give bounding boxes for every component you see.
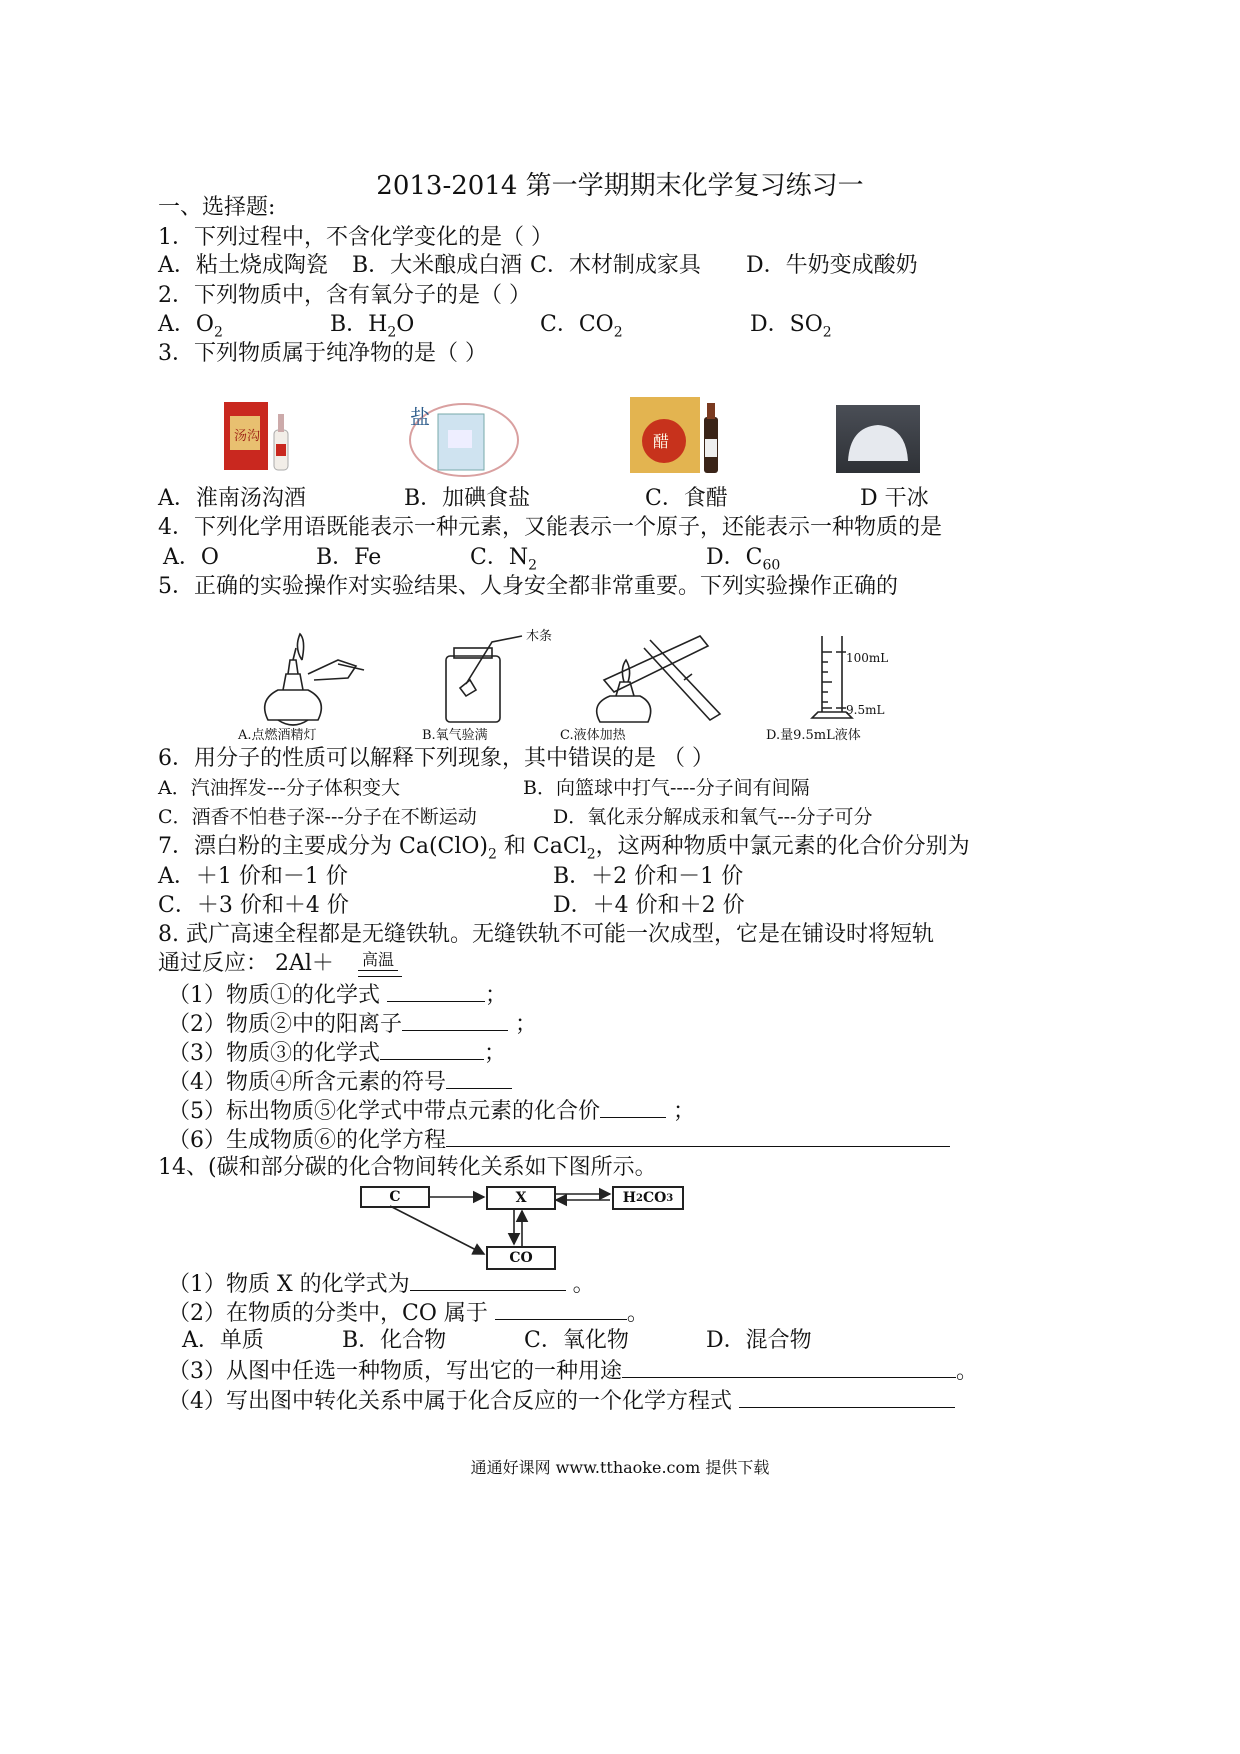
q3-option-a: A．淮南汤沟酒 <box>158 486 306 511</box>
q1-option-b: B．大米酿成白酒 <box>352 253 523 278</box>
q5-100ml-label: 100mL <box>846 651 889 665</box>
q14-sub-4: （4）写出图中转化关系中属于化合反应的一个化学方程式 <box>168 1385 955 1417</box>
reaction-arrow-line <box>358 976 402 977</box>
q8-sub-4: （4）物质④所含元素的符号 <box>168 1066 512 1098</box>
q8-sub-2: （2）物质②中的阳离子 ； <box>168 1008 537 1040</box>
page-footer: 通通好课网 www.tthaoke.com 提供下载 <box>470 1458 770 1477</box>
q5-caption-b: B.氧气验满 <box>422 728 488 743</box>
question-4-stem: 4．下列化学用语既能表示一种元素，又能表示一个原子，还能表示一种物质的是 <box>158 515 942 540</box>
answer-blank[interactable] <box>410 1268 566 1291</box>
q1-option-a: A．粘土烧成陶瓷 <box>158 253 328 278</box>
answer-blank[interactable] <box>446 1124 950 1147</box>
question-6-stem: 6．用分子的性质可以解释下列现象，其中错误的是 （ ） <box>158 746 714 771</box>
q1-option-c: C．木材制成家具 <box>530 253 701 278</box>
diagram-box-h2co3: H 2 CO 3 <box>612 1186 684 1210</box>
section-heading: 一、选择题: <box>158 195 276 220</box>
q7-option-a: A．＋1 价和－1 价 <box>158 864 348 889</box>
svg-text:汤沟: 汤沟 <box>234 429 261 444</box>
question-1-stem: 1．下列过程中，不含化学变化的是（ ） <box>158 225 553 250</box>
measuring-cylinder-diagram <box>806 632 916 724</box>
q7-option-b: B．＋2 价和－1 价 <box>553 864 744 889</box>
question-2-stem: 2．下列物质中，含有氧分子的是（ ） <box>158 283 531 308</box>
q3-option-c: C．食醋 <box>645 486 728 511</box>
q5-9.5ml-label: 9.5mL <box>846 703 885 717</box>
liquor-image <box>222 400 308 472</box>
svg-text:醋: 醋 <box>653 432 670 451</box>
q6-option-b: B．向篮球中打气----分子间有间隔 <box>523 777 810 799</box>
q7-option-c: C．＋3 价和＋4 价 <box>158 893 349 918</box>
answer-blank[interactable] <box>739 1385 955 1408</box>
q2-option-d: D．$SO_2$ <box>750 312 832 341</box>
question-8-line2: 通过反应： 2Al＋ <box>158 951 334 976</box>
question-5-stem: 5．正确的实验操作对实验结果、人身安全都非常重要。下列实验操作正确的 <box>158 574 898 599</box>
q14-sub-1: （1）物质 X 的化学式为 。 <box>168 1268 595 1300</box>
q4-option-b: B．Fe <box>316 545 382 570</box>
q2-option-a: A．$O_2$ <box>158 312 223 341</box>
q14-option-c: C．氧化物 <box>524 1328 629 1353</box>
q2-option-c: C．$CO_2$ <box>540 312 623 341</box>
dry-ice-image <box>836 405 920 473</box>
diagram-box-x: X <box>486 1186 556 1210</box>
q2-option-b: B．$H_2O$ <box>330 312 415 341</box>
lighting-alcohol-lamp-diagram <box>238 630 378 726</box>
q8-sub-1: （1）物质①的化学式 ； <box>168 979 507 1011</box>
q14-sub-3: （3）从图中任选一种物质，写出它的一种用途 。 <box>168 1355 978 1387</box>
answer-blank[interactable] <box>402 1008 508 1031</box>
q3-option-b: B．加碘食盐 <box>404 486 531 511</box>
answer-blank[interactable] <box>387 979 485 1002</box>
q6-option-a: A．汽油挥发---分子体积变大 <box>158 777 400 799</box>
q5-caption-d: D.量9.5mL液体 <box>766 728 861 743</box>
page-title: 2013-2014 第一学期期末化学复习练习一 <box>376 171 864 201</box>
vinegar-image <box>628 395 724 475</box>
q5-caption-a: A.点燃酒精灯 <box>238 728 317 743</box>
reaction-condition: 高温 <box>358 950 398 971</box>
diagram-box-co: CO <box>486 1246 556 1270</box>
q5-caption-c: C.液体加热 <box>560 728 626 743</box>
answer-blank[interactable] <box>446 1066 512 1089</box>
q4-option-a: A．O <box>163 545 219 570</box>
iodized-salt-image <box>408 400 520 478</box>
q6-option-d: D．氧化汞分解成汞和氧气---分子可分 <box>553 806 873 828</box>
q14-sub-2: （2）在物质的分类中，CO 属于 。 <box>168 1297 649 1329</box>
answer-blank[interactable] <box>600 1095 666 1118</box>
question-7-stem: 7．漂白粉的主要成分为 $Ca(ClO)_2$ 和 CaCl$_2$，这两种物质中氯元素的化合价分别为 <box>158 834 970 863</box>
q3-option-d: D 干冰 <box>860 486 929 511</box>
oxygen-test-diagram <box>440 628 570 726</box>
question-8-line1: 8. 武广高速全程都是无缝铁轨。无缝铁轨不可能一次成型，它是在铺设时将短轨 <box>158 922 934 947</box>
q7-option-d: D．＋4 价和＋2 价 <box>553 893 745 918</box>
carbon-conversion-arrows <box>350 1180 700 1276</box>
q4-option-c: C．$N_2$ <box>470 545 538 574</box>
liquid-heating-diagram <box>580 630 730 726</box>
q6-option-c: C．酒香不怕巷子深---分子在不断运动 <box>158 806 477 828</box>
q8-sub-6: （6）生成物质⑥的化学方程 <box>168 1124 950 1156</box>
q14-option-d: D．混合物 <box>706 1328 812 1353</box>
svg-text:盐: 盐 <box>410 405 430 429</box>
q8-sub-3: （3）物质③的化学式 ； <box>168 1037 506 1069</box>
answer-blank[interactable] <box>495 1297 627 1320</box>
question-14-stem: 14、(碳和部分碳的化合物间转化关系如下图所示。 <box>158 1155 657 1180</box>
question-3-stem: 3．下列物质属于纯净物的是（ ） <box>158 341 487 366</box>
answer-blank[interactable] <box>622 1355 956 1378</box>
q1-option-d: D．牛奶变成酸奶 <box>746 253 918 278</box>
q14-option-a: A．单质 <box>182 1328 264 1353</box>
q14-option-b: B．化合物 <box>342 1328 447 1353</box>
diagram-box-c: C <box>360 1186 430 1208</box>
q8-sub-5: （5）标出物质⑤化学式中带点元素的化合价 ； <box>168 1095 695 1127</box>
q5-wood-label: 木条 <box>526 629 553 644</box>
answer-blank[interactable] <box>380 1037 484 1060</box>
q4-option-d: D．$C_{60}$ <box>706 545 781 574</box>
